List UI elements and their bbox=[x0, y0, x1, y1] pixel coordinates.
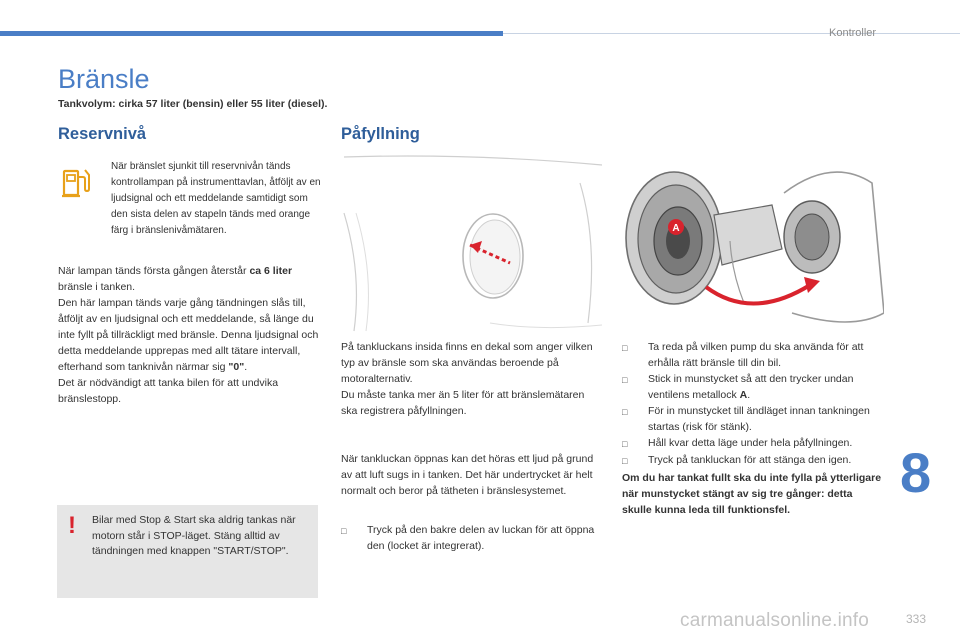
reserve-body bbox=[58, 263, 322, 407]
exclamation-icon: ! bbox=[68, 512, 76, 539]
list-item bbox=[622, 371, 884, 403]
list-item bbox=[622, 452, 884, 469]
page-title: Bränsle bbox=[58, 64, 150, 94]
section-title: Kontroller bbox=[829, 27, 877, 39]
list-item-text-b: A bbox=[739, 389, 748, 401]
open-flap-step bbox=[341, 522, 603, 554]
reserve-text-d: Den här lampan tänds varje gång tändningen slås till, åtföljt av en ljudsignal och ett meddelande, så länge du inte fyllt på tillräckligt med bränsle. Denna ljudsignal och detta meddelande upprepas med allt tätare intervall, efterhand som tanknivån närmar sig bbox=[58, 297, 319, 373]
square-bullet-icon: □ bbox=[341, 526, 347, 536]
header-accent-bar bbox=[0, 31, 503, 36]
list-item-text-c: . bbox=[747, 389, 751, 401]
refuel-intro-b: Du måste tanka mer än 5 liter för att bränslemätaren ska registrera påfyllningen. bbox=[341, 389, 585, 417]
header-rule bbox=[503, 33, 960, 34]
refuel-heading: Påfyllning bbox=[341, 125, 420, 143]
list-item bbox=[622, 339, 884, 371]
watermark: carmanualsonline.info bbox=[680, 610, 870, 631]
refuel-steps bbox=[622, 339, 884, 518]
open-flap-illustration bbox=[622, 153, 884, 333]
list-item-text: Håll kvar detta läge under hela påfyllningen. bbox=[648, 437, 853, 449]
list-item bbox=[622, 403, 884, 435]
refuel-intro bbox=[341, 339, 603, 419]
tank-capacity: Tankvolym: cirka 57 liter (bensin) eller 55 liter (diesel). bbox=[58, 98, 328, 110]
warning-text: Bilar med Stop & Start ska aldrig tankas när motorn står i STOP-läget. Stäng alltid av tändningen med knappen "START/STOP". bbox=[92, 514, 296, 557]
reserve-text-f: . bbox=[244, 361, 248, 373]
page-number: 333 bbox=[906, 612, 927, 626]
square-bullet-icon: □ bbox=[622, 375, 628, 385]
square-bullet-icon: □ bbox=[622, 407, 628, 417]
open-flap-step-text: Tryck på den bakre delen av luckan för att öppna den (locket är integrerat). bbox=[367, 524, 595, 552]
list-item-text-a: Stick in munstycket så att den trycker undan ventilens metallock bbox=[648, 373, 854, 401]
list-item-text bbox=[648, 371, 884, 403]
list-item-text: För in munstycket till ändläget innan tankningen startas (risk för stänk). bbox=[648, 405, 870, 433]
square-bullet-icon: □ bbox=[622, 439, 628, 449]
list-item-text: Tryck på tankluckan för att stänga den igen. bbox=[648, 454, 852, 466]
callout-a-label: A bbox=[672, 223, 680, 234]
refuel-noise-note: När tankluckan öppnas kan det höras ett ljud på grund av att luft sugs in i tanken. Det här undertrycket är helt normalt och beror på tätheten i bränslesystemet. bbox=[341, 453, 594, 497]
reserve-lamp-description: När bränslet sjunkit till reservnivån tänds kontrollampan på instrumenttavlan, åtföljt av en ljudsignal och ett meddelande samtidigt som den sista delen av stapeln tänds med orange färg i bränslenivåmätaren. bbox=[111, 161, 321, 236]
chapter-number: 8 bbox=[900, 441, 932, 504]
full-tank-note: Om du har tankat fullt ska du inte fylla på ytterligare när munstycket stängt av sig tre gånger: detta skulle kunna leda till funktionsfel. bbox=[622, 472, 882, 516]
close-arrow-icon bbox=[706, 277, 820, 304]
refuel-intro-a: På tankluckans insida finns en dekal som anger vilken typ av bränsle som ska användas beroende på motoralternativ. bbox=[341, 341, 593, 385]
reserve-heading: Reservnivå bbox=[58, 125, 147, 143]
list-item-text: Ta reda på vilken pump du ska använda för att erhålla rätt bränsle till din bil. bbox=[648, 341, 864, 369]
reserve-text-b: ca 6 liter bbox=[249, 265, 293, 277]
square-bullet-icon: □ bbox=[622, 343, 628, 353]
reserve-text-a: När lampan tänds första gången återstår bbox=[58, 265, 250, 277]
reserve-text-c: bränsle i tanken. bbox=[58, 281, 136, 293]
reserve-text-e: "0" bbox=[228, 361, 245, 373]
square-bullet-icon: □ bbox=[622, 456, 628, 466]
fuel-flap-illustration bbox=[340, 153, 602, 333]
list-item bbox=[622, 435, 884, 452]
fuel-pump-icon bbox=[62, 165, 92, 199]
reserve-text-g: Det är nödvändigt att tanka bilen för att undvika bränslestopp. bbox=[58, 377, 279, 405]
